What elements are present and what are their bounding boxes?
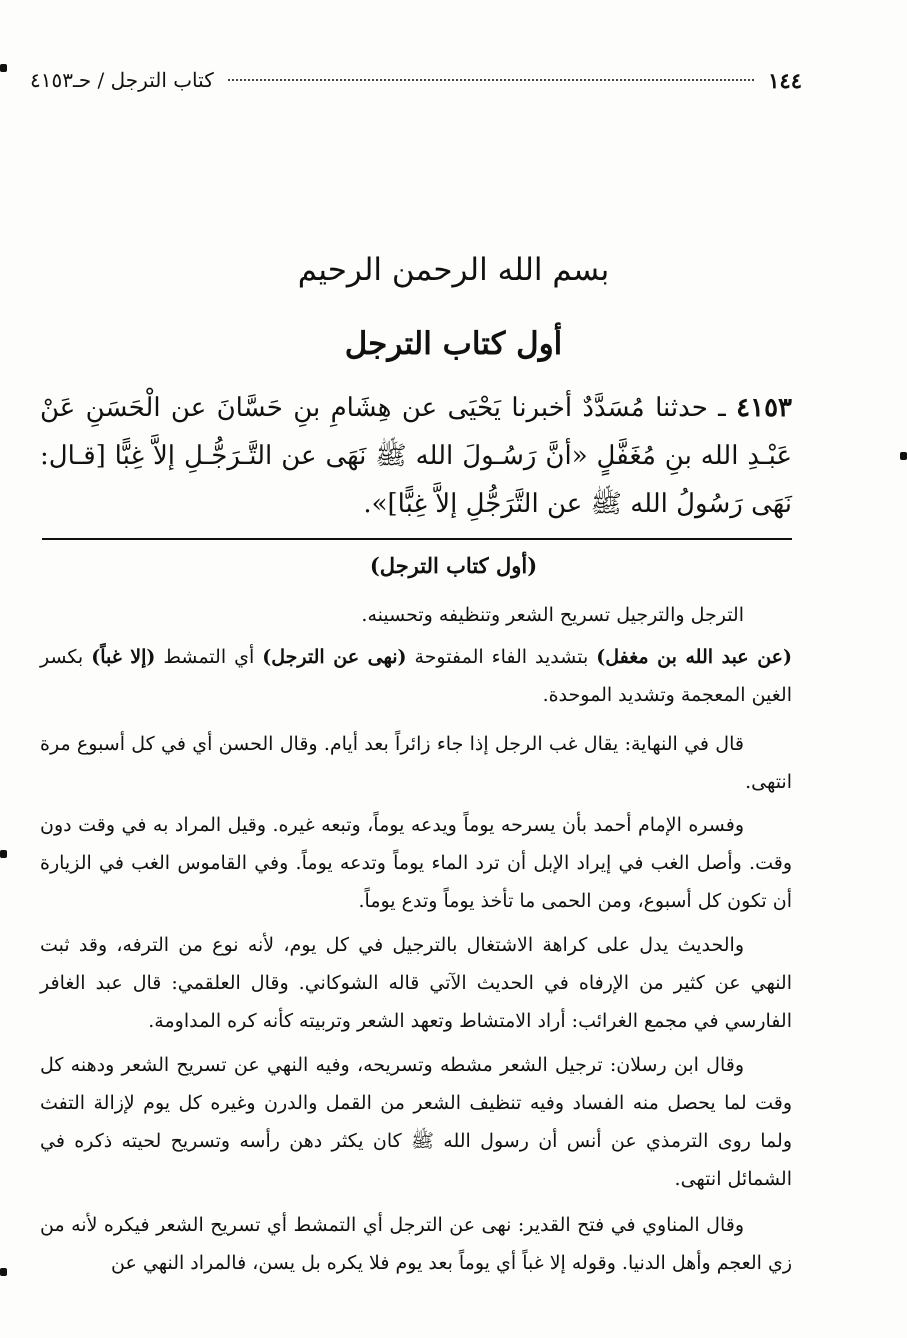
running-title: كتاب الترجل / حـ٤١٥٣ [30,68,214,92]
commentary-paragraph: وقال المناوي في فتح القدير: نهى عن الترجل أي التمشط أي تسريح الشعر فيكره لأنه من زي العجم وأهل الدنيا. وقوله إلا غباً أي يوماً بعد يوم فلا يكره بل يسن، فالمراد النهي عن [40,1214,792,1274]
scan-mark [900,452,907,460]
hadith-text [40,384,792,528]
commentary-paragraph: الترجل والترجيل تسريح الشعر وتنظيفه وتحسينه. [361,604,744,626]
commentary-paragraph: قال في النهاية: يقال غب الرجل إذا جاء زائراً بعد أيام. وقال الحسن أي في كل أسبوع مرة انتهى. [40,733,792,793]
commentary-paragraph: وفسره الإمام أحمد بأن يسرحه يوماً ويدعه يوماً، وتبعه غيره. وقيل المراد به في وقت دون وقت. وأصل الغب في إيراد الإبل أن ترد الماء يوماً وتدعه يوماً. وفي القاموس الغب في الزيارة أن تكون كل أسبوع، ومن الحمى ما تأخذ يوماً وتدع يوماً. [40,814,792,912]
bold-phrase: (إلا غباً) [91,646,156,668]
separator-rule [42,538,792,540]
commentary-paragraph: (عن عبد الله بن مغفل) بتشديد الفاء المفتوحة (نهى عن الترجل) أي التمشط (إلا غباً) بكسر الغين المعجمة وتشديد الموحدة. [40,646,793,706]
chapter-title: أول كتاب الترجل [344,326,563,362]
hadith-number: ٤١٥٣ [736,393,792,423]
bold-phrase: (عن عبد الله بن مغفل) [596,646,793,668]
basmala: بسم الله الرحمن الرحيم [297,252,610,288]
header-dotted-leader [228,79,754,81]
scan-mark [0,1268,7,1276]
scan-mark [0,64,7,72]
hadith-body: ـ حدثنا مُسَدَّدٌ أخبرنا يَحْيَى عن هِشَامِ بنِ حَسَّانَ عن الْحَسَنِ عَنْ عَبْـدِ الله بنِ مُغَفَّلٍ «أنَّ رَسُـولَ الله ﷺ نَهَى عن التَّـرَجُّـلِ إلاَّ غِبًّا [قـال: نَهَى رَسُولُ الله ﷺ عن التَّرَجُّلِ إلاَّ غِبًّا]». [40,393,792,519]
page-header [30,60,802,100]
scan-mark [0,850,7,858]
bold-phrase: (نهى عن الترجل) [262,646,407,668]
page-number: ١٤٤ [768,67,802,93]
commentary-paragraph: والحديث يدل على كراهة الاشتغال بالترجيل في كل يوم، لأنه نوع من الترفه، وقد ثبت النهي عن كثير من الإرفاه في الحديث الآتي قاله الشوكاني. وقال العلقمي: قال عبد الغافر الفارسي في مجمع الغرائب: أراد الامتشاط وتعهد الشعر وتربيته كأنه كره المداومة. [40,934,792,1032]
commentary-title: (أول كتاب الترجل) [369,553,538,578]
commentary-paragraph: وقال ابن رسلان: ترجيل الشعر مشطه وتسريحه، وفيه النهي عن تسريح الشعر ودهنه كل وقت لما يحصل منه الفساد وفيه تنظيف الشعر من القمل والدرن وغيره كل يوم لإزالة التفث ولما روى الترمذي عن أنس أن رسول الله ﷺ كان يكثر دهن رأسه وتسريح لحيته ذكره في الشمائل انتهى. [40,1054,792,1190]
